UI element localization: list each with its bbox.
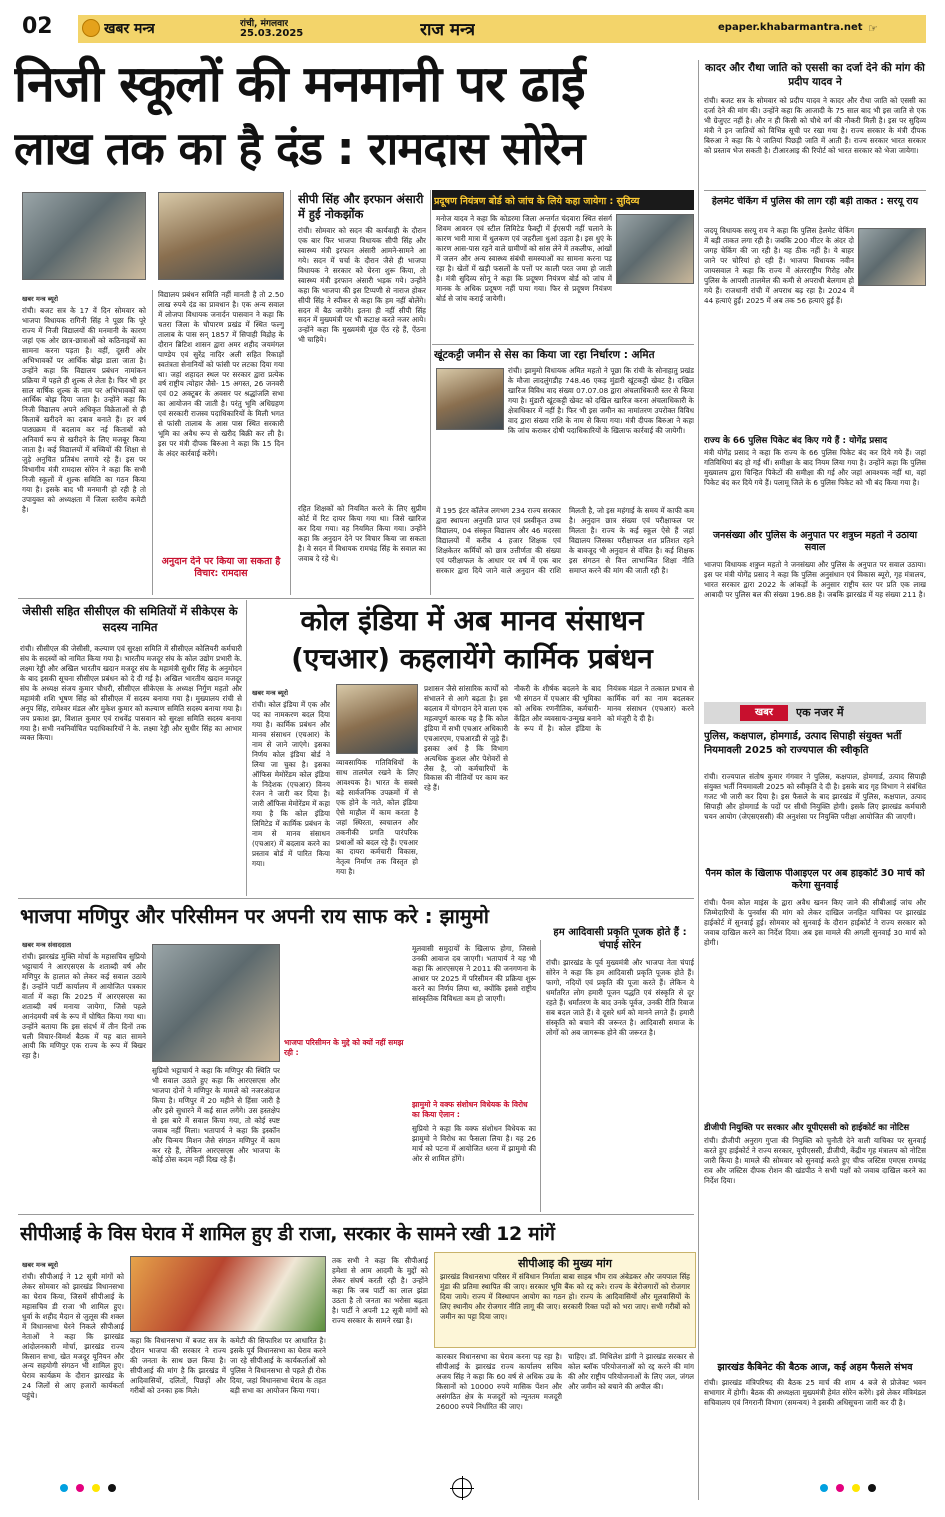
manipur-text3: मूलवासी समुदायों के खिलाफ होगा, जिससे उनकी आवाज दब जाएगी। भतापार्य ने यह भी कहा कि आरएसएस ने 2011 की जनगणना के आधार पर 2025 में परिसीमन की प्रक्रिया शुरू करने का निर्णय लिया था, क्योंकि इससे राष्ट्रीय सांस्कृतिक विविधता कम हो जाएगी। <box>412 944 536 1003</box>
color-swatch-cyan <box>60 1484 68 1492</box>
lead-headline-line2: लाख तक का है दंड : रामदास सोरेन <box>14 122 585 175</box>
pollution-headline: प्रदूषण नियंत्रण बोर्ड को जांच के लिये कहा जायेगा : सुदिव्य <box>434 196 640 207</box>
sidebar-helmet-headline: हेलमेट चेकिंग में पुलिस की लाग रही बड़ी ताकत : सरयू राय <box>711 196 919 207</box>
lead-col1: रांची। बजट सत्र के 17 वें दिन सोमवार को भाजपा विधायक रागिनी सिंह ने पूछा कि पूरे राज्य में निजी विद्यालयों की मनमानी के कारण जहां एक ओर छात्र-छात्राओं को कठिनाइयों का सामना करना पड़ता है। वहीं, दूसरी ओर अभिभावकों पर आर्थिक बोझ डाला जाता है। उन्होंने कहा कि विद्यालय प्रबंधन नामांकन प्रक्रिया में पहले ही शुल्क ले लेता है। फिर भी हर साल वार्षिक शुल्क के नाम पर अभिभावकों का आर्थिक बोझ दिया जाता है। उन्होंने कहा कि निजी विद्यालय अपने अधिकृत विक्रेताओं से ही किताबें खरीदने का दबाव बनाते हैं। हर वर्ष पाठ्यक्रम में बदलाव कर नई किताबों को अनिवार्य रूप से खरीदने के लिए मजबूर किया जाता है। कई विद्यालयों में बच्चियों की शिक्षा से जुड़े अनुचित प्रतिबंध लगाये रहे हैं। इस पर विभागीय मंत्री रामदास सोरेन ने कहा कि सभी निजी स्कूलों में शुल्क समिति का गठन किया गया है। इसके बाद भी मनमानी हो रही है तो उपायुक्त को अध्यक्षता में जिला स्तरीय कमेटी है। <box>22 306 146 514</box>
coal-text4: नौकरी के शीर्षक बदलने के बाद भी संगठन में एचआर की भूमिका को अधिक रणनीतिक, कर्मचारी-केंद्रित और व्यवसाय-उन्मुख बनाने के रूप में है। कोल इंडिया के नियंत्रक मंडल ने तत्काल प्रभाव से कार्मिक वर्ग का नाम बदलकर मानव संसाधन (एचआर) करने को मंजूरी दे दी है। <box>514 684 694 733</box>
jcc-headline: जेसीसी सहित सीसीएल की समितियों में सीकेएस के सदस्य नामित <box>22 604 238 634</box>
recruitment-headline: पुलिस, कक्षपाल, होमगार्ड, उत्पाद सिपाही संयुक्त भर्ती नियमावली 2025 को राज्यपाल की स्वीकृति <box>704 731 902 756</box>
sidebar-helmet-text: जदयू विधायक सरयू राय ने कहा कि पुलिस हेलमेट चेकिंग में बड़ी ताकत लगा रही है। जबकि 200 मीटर के अंदर दो जगह चेकिंग की जा रही है। यह ठीक नहीं है। ये बाहर जाने पर चोरियां हो रही हैं। भाजपा विधायक नवीन जायसवाल ने कहा कि राज्य में अंतरराष्ट्रीय गिरोह और पुलिस के आपसी तालमेल की कमी से अपराधी बेलगाम हो गये हैं। राजधानी रांची में अपराध बढ़ रहा है। 2024 में 44 हत्याएं हुईं। 2025 में अब तक 56 हत्याएं हुई हैं। <box>704 226 854 305</box>
cpi-demands-text: झारखंड विधानसभा परिसर में संविधान निर्माता बाबा साहब भीम राव अंबेडकर और जयपाल सिंह मुंडा की प्रतिमा स्थापित की जाए। सरकार भूमि बैंक को रद्द करे। राज्य के बेरोजगारों को रोजगार दिया जाये। राज्य में विस्थापन आयोग का गठन हो। राज्य के आदिवासियों और मूलवासियों के लिए स्थानीय और रोजगार नीति लागू की जाए। सरकारी रिक्त पदों को भरा जाए। सभी गरीबों को जमीन का पट्टा दिया जाए। <box>440 1272 690 1321</box>
color-swatch-yellow-right <box>852 1484 860 1492</box>
brand-name: खबर मन्त्र <box>104 21 155 37</box>
color-swatch-cyan-right <box>820 1484 828 1492</box>
cabinet-text: रांची। झारखंड मंत्रिपरिषद की बैठक 25 मार्च की शाम 4 बजे से प्रोजेक्ट भवन सभागार में होगी। बैठक की अध्यक्षता मुख्यमंत्री हेमंत सोरेन करेंगे। इसे लेकर मंत्रिमंडल सचिवालय एवं निगरानी विभाग (समन्वय) ने इसकी अधिसूचना जारी कर दी है। <box>704 1378 926 1407</box>
sidebar-population-text: भाजपा विधायक शत्रुघ्न महतो ने जनसंख्या और पुलिस के अनुपात पर सवाल उठाया। इस पर मंत्री योगेंद्र प्रसाद ने कहा कि पुलिस अनुसंधान एवं विकास ब्यूरो, गृह मंत्रालय, भारत सरकार द्वारा 2022 के आंकड़ों के अनुसार राष्ट्रीय स्तर पर प्रति एक लाख आबादी पर पुलिस बल की संख्या 196.88 है। जबकि झारखंड में यह संख्या 211 है। <box>704 560 926 599</box>
lead-photo-ragini-singh <box>22 192 146 280</box>
lead-col2: विद्यालय प्रबंधन समिति नहीं मानती है तो 2.50 लाख रुपये दंड का प्रावधान है। एक अन्य सवाल में लोजपा विधायक जनार्दन पासवान ने कहा कि चतरा जिला के चौपारण प्रखंड में स्थित फल्गु तालाब के पास सन् 1857 में सिपाही विद्रोह के दौरान ब्रिटिश शासन द्वारा अमर शहीद जयमंगल पाण्डेय एवं सुरेंद्र नादिर अली सहित रिकाड़ों स्वतंत्रता सेनानियों को फांसी पर लटका दिया गया था। जहां शहादत स्थल पर सरकार द्वारा प्रत्येक वर्ष राष्ट्रीय त्योहार जैसे- 15 अगस्त, 26 जनवरी एवं 02 अक्टूबर के अवसर पर श्रद्धांजलि सभा का आयोजन की जाती है। परंतु भूमि अधिग्रहण एवं सरकारी राजस्व पदाधिकारियों के मिली भगत से फांसी तालाब के आस पास स्थित सरकारी भूमि का अवैध रूप से खरीद बिक्री कर ली है। इस पर मंत्री दीपक बिरुआ ने कहा कि 15 दिन के अंदर कार्रवाई करेंगे। <box>158 290 284 458</box>
noc-text: रांची। सोमवार को सदन की कार्यवाही के दौरान एक बार फिर भाजपा विधायक सीपी सिंह और स्वास्थ्य मंत्री इरफान अंसारी आमने-सामने आ गये। सदन में चर्चा के दौरान जैसे ही भाजपा विधायक ने सरकार को घेरना शुरू किया, तो स्वास्थ्य मंत्री इरफान अंसारी भड़क गये। उन्होंने कहा कि भाजपा की इस टिप्पणी से नाराज होकर सीपी सिंह ने स्पीकर से कहा कि हम नहीं बोलेंगे। सदन में बैठ जायेंगे। इतना ही नहीं सीपी सिंह सदन में मुख्यमंत्री पर भी कटाक्ष करते नजर आये। उन्होंने कहा कि मुख्यमंत्री मूंछ ऐंठ रहे हैं, ऐंठना भी चाहिये। <box>298 226 426 345</box>
supriyo-bhattacharya-photo <box>152 944 280 1062</box>
panem-headline: पैनम कोल के खिलाफ पीआइएल पर अब हाइकोर्ट 30 मार्च को करेगा सुनवाई <box>705 868 925 892</box>
manipur-text4: सुप्रियो ने कहा कि वक्फ संशोधन विधेयक का झामुमो ने विरोध का फैसला लिया है। यह 26 मार्च को पटना में आयोजित धरना में झामुमो की ओर से शामिल होंगे। <box>412 1124 536 1163</box>
jcc-text: रांची। सीसीएल की जेसीसी, कल्याण एवं सुरक्षा समिति में सीसीएल कोलियरी कर्मचारी संघ के सदस्यों को नामित किया गया है। भारतीय मजदूर संघ के कोल उद्योग प्रभारी के. लक्ष्मा रेड्डी और अखिल भारतीय खदान मजदूर संघ के महामंत्री सुधीर सिंह के अनुमोदन के बाद इसकी सूचना सीसीएल प्रबंधन को दे दी गई है। अखिल भारतीय खदान मजदूर संघ के अध्यक्ष संजय कुमार चौधरी, सीसीएल सीकेएस के अध्यक्ष निर्गुण महतो और महामंत्री शशि भूषण सिंह को सीसीएल में सदस्य बनाया गया है। मुख्यालय रांची से अनूप सिंह, रामेश्वर मंडल और मुकेश कुमार को कल्याण समिति सदस्य बनाया गया है। जय प्रकाश झा, विशाल कुमार एवं राधवेंद्र पासवान को सुरक्षा समिति सदस्य बनाया गया है। सभी नवनिर्वाचित पदाधिकारियों ने के. लक्ष्मा रेड्डी और सुधीर सिंह का आभार व्यक्त किया। <box>20 644 242 743</box>
lead-photo-ramdas-soren <box>158 192 284 280</box>
cpi-byline: खबर मन्त्र ब्यूरो <box>22 1261 59 1269</box>
sidebar-population-headline: जनसंख्या और पुलिस के अनुपात पर शत्रुघ्न महतो ने उठाया सवाल <box>712 530 918 554</box>
panem-text: रांची। पैनम कोल माइंस के द्वारा अवैध खनन किए जाने की सीबीआई जांच और जिम्मेदारियों के पुनर्वास की मांग को लेकर दाखिल जनहित याचिका पर झारखंड हाईकोर्ट में सुनवाई हुई। सोमवार को सुनवाई के दौरान हाईकोर्ट ने राज्य सरकार को जवाब दाखिल करने का निर्देश दिया। अब इस मामले की अगली सुनवाई 30 मार्च को होगी। <box>704 898 926 947</box>
cursor-icon: ☞ <box>868 22 878 35</box>
sidebar-picket-headline: राज्य के 66 पुलिस पिकेट बंद किए गये हैं : योगेंद्र प्रसाद <box>704 436 888 446</box>
color-swatch-magenta <box>76 1484 84 1492</box>
coal-india-building-photo <box>336 684 418 754</box>
lead-byline: खबर मन्त्र ब्यूरो <box>22 295 59 303</box>
dgp-text: रांची। डीजीपी अनुराग गुप्ता की नियुक्ति को चुनौती देने वाली याचिका पर सुनवाई करते हुए हाईकोर्ट ने राज्य सरकार, यूपीएससी, डीजीपी, केंद्रीय गृह मंत्रालय को नोटिस जारी किया है। मामले की सोमवार को सुनवाई करते हुए चीफ जस्टिस एमएस रामचंद्र राव और जस्टिस दीपक रोशन की खंडपीठ ने सभी पक्षों को जवाब दाखिल करने का निर्देश दिया। <box>704 1136 926 1185</box>
lead-subhead: अनुदान देने पर किया जा सकता है विचार: रामदास <box>161 556 281 580</box>
sidebar-top-headline: कादर और रौथा जाति को एससी का दर्जा देने की मांग की प्रदीप यादव ने <box>705 62 925 88</box>
cpi-text3: कमेटी की सिफारिश पर आधारित है। इसके पूर्व विधानसभा का घेराव करने जा रहे सीपीआई के कार्यकर्ताओं को पुलिस ने विधानसभा से पहले ही रोक दिया, जहां विधानसभा घेराव के तहत बड़ी सभा का आयोजन किया गया। <box>230 1336 326 1395</box>
section-name: राज मन्त्र <box>420 20 475 40</box>
manipur-text2: सुप्रियो भट्टाचार्य ने कहा कि मणिपुर की स्थिति पर भी सवाल उठाते हुए कहा कि आरएसएस और भाजपा दोनों ने मणिपुर के मामले को नजरअंदाज किया है। मणिपुर में 20 महीने से हिंसा जारी है और इसे सुधारने में कई साल लगेंगे। उस हस्तक्षेप से इस बारे में सवाल किया गया, तो कोई स्पष्ट जवाब नहीं मिला। भतापार्य ने कहा कि इस्कॉन और चिन्मय मिशन जैसे संगठन मणिपुर में काम कर रहे हैं, लेकिन आरएसएस और भाजपा के कोई ठोस कदम नहीं दिख रहे हैं। <box>152 1066 280 1165</box>
cpi-text6: चाहिए। डॉ. मिथिलेश डांगी ने झारखंड सरकार से कोल ब्लॉक परियोजनाओं को रद्द करने की मांग की और राष्ट्रीय परियोजनाओं के लिए जल, जंगल और जमीन को बचाने की अपील की। <box>568 1352 694 1391</box>
khuntkatti-text: रांची। झामुमो विधायक अमित महतो ने पूछा कि रांची के सोनाहातु प्रखंड के मौजा लादलुंगडीह 748.46 एकड़ मुंडारी खूंटकट्टी खेवट है। दखिल खारिज विविध वाद संख्या 07.07.08 द्वारा अंचलाधिकारी स्तर से किया गया है। मुंडारी खूंटकट्टी खेवट को दखिल खारिज करना अंचलाधिकारी के क्षेत्राधिकार में नहीं है। फिर भी इस जमीन का नामांतरण उपरोक्त विविध वाद द्वारा संख्या राशि के नाम से किया गया। मंत्री दीपक बिरुआ ने कहा कि जांच कराकर दोषी पदाधिकारियों के खिलाफ कार्रवाई की जायेगी। <box>508 366 694 435</box>
khuntkatti-headline: खूंटकट्टी जमीन से सेस का किया जा रहा निर्धारण : अमित <box>434 349 655 361</box>
coal-headline <box>250 602 694 680</box>
city-day: रांची, मंगलवार <box>240 19 289 29</box>
color-swatch-black-right <box>868 1484 876 1492</box>
masthead <box>0 0 945 46</box>
registration-mark-icon <box>452 1478 472 1498</box>
coal-headline-line2: (एचआर) कहलायेंगे कार्मिक प्रबंधन <box>291 642 653 675</box>
khuntkatti-photo <box>436 368 504 430</box>
color-swatch-yellow <box>92 1484 100 1492</box>
cpi-text2: कहा कि विधानसभा में बजट सत्र के दौरान भाजपा की सरकार ने राज्य की जनता के साथ छल किया है। सीपीआई की मांग है कि झारखंड में आदिवासियों, दलितों, पिछड़ों और गरीबों को उनका हक मिले। <box>130 1336 226 1395</box>
coal-text3: प्रशासन जैसे सांसारिक कार्यों को संभालने से आगे बढ़ता है। इस बदलाव में योगदान देने वाला एक महत्वपूर्ण कारक यह है कि कोल इंडिया में सभी एचआर अधिकारी एचआरएम, एचआरडी से जुड़े हैं। इसका अर्थ है कि विभाग अत्यधिक कुशल और पेशेवरों से लैस है, जो कर्मचारियों के विकास की नीतियों पर काम कर रहे हैं। <box>424 684 508 793</box>
page-number: 02 <box>22 14 53 39</box>
pollution-photo <box>616 214 694 284</box>
manipur-subhead2: झामुमो ने वक्फ संशोधन विधेयक के विरोध का किया ऐलान : <box>412 1100 528 1119</box>
saryu-rai-photo <box>858 228 926 286</box>
nazar-title: एक नजर में <box>796 706 844 719</box>
recruitment-text: रांची। राज्यपाल संतोष कुमार गंगवार ने पुलिस, कक्षपाल, होमगार्ड, उत्पाद सिपाही संयुक्त भर्ती नियमावली 2025 को स्वीकृति दे दी है। इसके बाद गृह विभाग ने संबंधित गजट भी जारी कर दिया है। इस फैसले के बाद झारखंड में पुलिस, कक्षपाल, उत्पाद सिपाही और होमगार्ड के पदों पर सीधी नियुक्ति होगी। इसके लिए झारखंड कर्मचारी चयन आयोग (जेएसएससी) की अनुशंसा पर नियुक्ति परीक्षा आयोजित की जाएगी। <box>704 772 926 821</box>
manipur-text: रांची। झारखंड मुक्ति मोर्चा के महासचिव सुप्रियो भट्टाचार्य ने आरएसएस के शताब्दी वर्ष और मणिपुर के हालात को लेकर कई सवाल उठाये हैं। उन्होंने पार्टी कार्यालय में आयोजित पत्रकार वार्ता में कहा कि 2025 में आरएसएस का शताब्दी वर्ष मनाया जायेगा, जिसे पहले आनंदमयी वर्ष के रूप में घोषित किया गया था। उन्होंने बताया कि इस संदर्भ में तीन दिनों तक चली विचार-विमर्श बैठक में यह बात सामने आयी कि मणिपुर एक राज्य के रूप में बिखर रहा है। <box>22 952 146 1061</box>
brand-logo-icon <box>82 19 100 37</box>
coal-text: रांची। कोल इंडिया में एक और पद का नामकरण बदल दिया गया है। कार्मिक प्रबंधन और मानव संसाधन (एचआर) के नाम से जाने जाएंगे। इसका निर्णय कोल इंडिया बोर्ड ने लिया जा चुका है। इसका ऑफिस मेमोरेंडम कोल इंडिया के निदेशक (एचआर) विनय रंजन ने जारी कर दिया है। जारी ऑफिस मेमोरेंडम में कहा गया है कि कोल इंडिया लिमिटेड में कार्मिक प्रबंधन के नाम से मानव संसाधन (एचआर) में बदलाव करने का प्रस्ताव बोर्ड में पारित किया गया। <box>252 700 330 868</box>
nazar-label: खबर <box>740 705 788 721</box>
sidebar-top-text: रांची। बजट सत्र के सोमवार को प्रदीप यादव ने कादर और रौथा जाति को एससी का दर्जा देने की मांग की। उन्होंने कहा कि आजादी के 75 साल बाद भी इस जाति से एक भी ग्रेजुएट नहीं है। और न ही किसी को चौथे वर्ग की नौकरी मिली है। इस पर सुदिव्य मंत्री ने इन जातियों को विभिन्न सूची पर रखा गया है। राज्य सरकार के मंत्री दीपक बिरुआ ने कहा कि ये जातियां पिछड़ी जाति में आती हैं। राज्य सरकार भारत सरकार को प्रस्ताव भेज सकती है। टीआरआइ की रिपोर्ट को भारत सरकार को भेजा जायेगा। <box>704 96 926 155</box>
cpi-text4: तक सभी ने कहा कि सीपीआई हमेशा से आम आदमी के मुद्दों को लेकर संघर्ष करती रही है। उन्होंने कहा कि जब पार्टी का लाल झंडा उठता है तो जनता का भरोसा बढ़ता है। पार्टी ने अपनी 12 सूत्री मांगों को राज्य सरकार के सामने रखा है। <box>332 1256 428 1325</box>
epaper-url[interactable]: epaper.khabarmantra.net <box>718 22 863 33</box>
color-swatch-black <box>108 1484 116 1492</box>
khuntkatti-text-more: में 195 इंटर कॉलेज लगभग 234 राज्य सरकार द्वारा स्थापना अनुमति प्राप्त एवं प्रस्वीकृत उच्च विद्यालय, 04 संस्कृत विद्यालय और 46 मदरसा विद्यालयों में करीब 4 हजार शिक्षक एवं शिक्षकेतर कर्मियों को छात्र उत्तीर्णता की संख्या एवं परीक्षाफल के आधार पर वर्ष में एक बार सरकार द्वारा दिये जाने वाले अनुदान की राशि मिलती है, जो इस महंगाई के समय में काफी कम है। अनुदान छात्र संख्या एवं परीक्षाफल पर मिलता है। राज्य के कई स्कूल ऐसे हैं जहां विद्यालय जिसका परीक्षाफल शत प्रतिशत रहने के बावजूद भी अनुदान से वंचित है। कई शिक्षक इस संगठन से वित्त लाभान्वित शिक्षा नीति समाप्त करने की मांग की जाती रही है। <box>436 506 694 575</box>
coal-headline-line1: कोल इंडिया में अब मानव संसाधन <box>300 604 644 637</box>
noc-headline: सीपी सिंह और इरफान अंसारी में हुई नोकझोंक <box>298 192 424 221</box>
lead-col3: रहित शिक्षकों को नियमित करने के लिए सुप्रीम कोर्ट में रिट दायर किया गया था। जिसे खारिज कर दिया गया। वह नियमित किया गया। उन्होंने कहा कि अनुदान देने पर विचार किया जा सकता है। वे सदन में विधायक रामचंद्र सिंह के सवाल का जवाब दे रहे थे। <box>298 504 426 563</box>
cpi-demands-title: सीपीआइ की मुख्य मांग <box>518 1257 612 1270</box>
dgp-headline: डीजीपी नियुक्ति पर सरकार और यूपीएससी को हाईकोर्ट का नोटिस <box>704 1123 910 1133</box>
cabinet-headline: झारखंड कैबिनेट की बैठक आज, कई अहम फैसले संभव <box>717 1362 913 1373</box>
coal-text2: व्यावसायिक गतिविधियों के साथ तालमेल रखने के लिए आवश्यक है। भारत के सबसे बड़े सार्वजनिक उपक्रमों में से एक होने के नाते, कोल इंडिया ऐसे माहौल में काम करता है जहां स्थिरता, स्वचालन और तकनीकी प्रगति पारंपरिक प्रथाओं को बदल रहे हैं। एचआर का दायरा कर्मचारी विकास, नेतृत्व निर्माण तक विस्तृत हो गया है। <box>336 758 418 877</box>
manipur-headline: भाजपा मणिपुर और परिसीमन पर अपनी राय साफ करे : झामुमो <box>20 904 489 928</box>
cpi-rally-photo <box>130 1256 326 1332</box>
sidebar-picket-text: मंत्री योगेंद्र प्रसाद ने कहा कि राज्य के 66 पुलिस पिकेट बंद कर दिये गये हैं। जहां गतिविधियां बंद हो गई थीं। समीक्षा के बाद नियम लिया गया है। उन्होंने कहा कि पुलिस मुख्यालय द्वारा चिन्हित पिकेटों की समीक्षा की गई और जहां आवश्यक नहीं था, वहां पिकेट बंद कर दिये गये हैं। पलामू जिले के 6 पुलिस पिकेट को भी बंद किया गया है। <box>704 448 926 487</box>
issue-date: 25.03.2025 <box>240 28 304 39</box>
lead-headline-line1: निजी स्कूलों की मनमानी पर ढाई <box>14 55 585 113</box>
santal-text: रांची। झारखंड के पूर्व मुख्यमंत्री और भाजपा नेता चंपाई सोरेन ने कहा कि हम आदिवासी प्रकृति पूजक होते हैं। फागो, नदियों एवं प्रकृति की पूजा करते हैं। लेकिन ये धर्मांतरित लोग हमारी पूजन पद्धति एवं संस्कृति से दूर रहते हैं। धर्मांतरण के बाद उनके पूर्वज, उनकी रीति रिवाज सब बदल जाते हैं। वे दूसरे धर्म को मानने लगते हैं। हमारी संस्कृति को बचाने की जरूरत है। आदिवासी समाज के लोगों को अब जागरूक होने की जरूरत है। <box>546 958 694 1037</box>
cpi-text5: कारकार विधानसभा का घेराव करना पड़ रहा है। सीपीआई के झारखंड राज्य कार्यालय सचिव अजय सिंह ने कहा कि 60 वर्ष से अधिक उम्र के किसानों को 10000 रुपये मासिक पेंशन और असंगठित क्षेत्र के मजदूरों को न्यूनतम मजदूरी 26000 रुपये निर्धारित की जाए। <box>436 1352 562 1411</box>
manipur-subhead: भाजपा परिसीमन के मुद्दे को क्यों नहीं समझ रही : <box>284 1038 404 1057</box>
santal-headline: हम आदिवासी प्रकृति पूजक होते हैं : चंपाई सोरेन <box>553 927 687 951</box>
cpi-text: रांची। सीपीआई ने 12 सूत्री मांगों को लेकर सोमवार को झारखंड विधानसभा का घेराव किया, जिसमें सीपीआई के महासचिव डी राजा भी शामिल हुए। धुर्वा के शहीद मैदान से जुलूस की शक्ल में विधानसभा घेरने निकले सीपीआई नेताओं ने कहा कि झारखंड आंदोलनकारी मोर्चा, झारखंड राज्य किसान सभा, खेत मजदूर यूनियन और अन्य सहयोगी संगठन भी शामिल हुए। घेराव कार्यक्रम के दौरान झारखंड के 24 जिलों से आए हजारों कार्यकर्ता पहुंचे। <box>22 1272 124 1401</box>
cpi-headline: सीपीआई के विस घेराव में शामिल हुए डी राजा, सरकार के सामने रखी 12 मांगें <box>20 1223 555 1245</box>
lead-headline <box>14 52 704 192</box>
pollution-text: मनोज यादव ने कहा कि कोडरमा जिला अन्तर्गत चंदवारा स्थित संसर्ग शिवम आवरन एवं स्टील लिमिटेड फैक्ट्री में ईएसपी नहीं चलाने के कारण भारी मात्रा में धुलकण एवं जहरीला धुआं उड़ता है। इस धुएं के कारण आस-पास रहने वाले ग्रामीणों को सांस लेने में तकलीफ, आंखों में जलन और अन्य स्वास्थ्य संबंधी समस्याओं का सामना करना पड़ रहा है। खेतों में खड़ी फसलों के पत्तों पर काली परत जमा हो जाती है। मंत्री सुदिव्य सोनू ने कहा कि प्रदूषण नियंत्रण बोर्ड को जांच में मानक के अधिक प्रदूषण नहीं पाया गया। फिर से प्रदूषण नियंत्रण बोर्ड से जांच कराई जायेगी। <box>436 214 612 303</box>
coal-byline: खबर मन्त्र ब्यूरो <box>252 689 289 697</box>
color-swatch-magenta-right <box>836 1484 844 1492</box>
manipur-byline: खबर मन्त्र संवाददाता <box>22 941 72 949</box>
